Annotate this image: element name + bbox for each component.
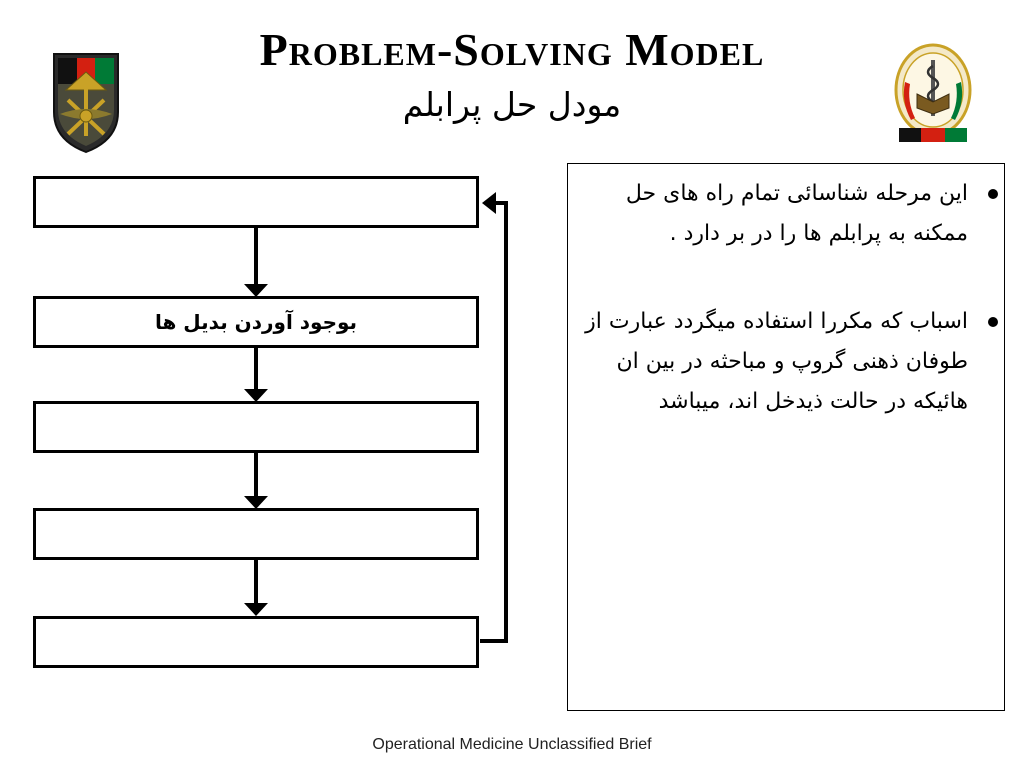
arrow-box3-to-box4 <box>244 453 268 509</box>
bullet-dot-icon <box>988 189 998 199</box>
bullet-list <box>580 174 970 422</box>
arrow-box2-to-box3 <box>244 348 268 402</box>
description-panel <box>567 163 1005 711</box>
military-shield-emblem <box>50 50 122 154</box>
bullet-item-1 <box>580 174 970 254</box>
flowchart-box-2-label: بوجود آوردن بدیل ها <box>154 310 358 334</box>
flowchart-box-4 <box>33 508 479 560</box>
flowchart-box-5 <box>33 616 479 668</box>
feedback-loop-arrow <box>480 192 506 641</box>
arrow-box4-to-box5 <box>244 560 268 616</box>
flowchart-box-1 <box>33 176 479 228</box>
medical-seal-emblem <box>893 42 973 146</box>
flowchart-box-3 <box>33 401 479 453</box>
bullet-text-2: اسباب که مکررا استفاده میگردد عبارت از طوفان ذهنی گروپ و مباحثه در بین ان هائیکه در حالت ذیدخل اند، میباشد <box>585 309 968 414</box>
page-title: Problem-Solving Model <box>259 24 765 75</box>
page-subtitle-dari: مودل حل پرابلم <box>402 85 622 124</box>
bullet-item-2 <box>580 302 970 422</box>
bullet-text-1: این مرحله شناسائی تمام راه های حل ممکنه به پرابلم ها را در بر دارد . <box>625 181 968 246</box>
arrow-box1-to-box2 <box>244 228 268 297</box>
flowchart-box-2 <box>33 296 479 348</box>
bullet-dot-icon <box>988 317 998 327</box>
footer-text: Operational Medicine Unclassified Brief <box>372 736 652 753</box>
